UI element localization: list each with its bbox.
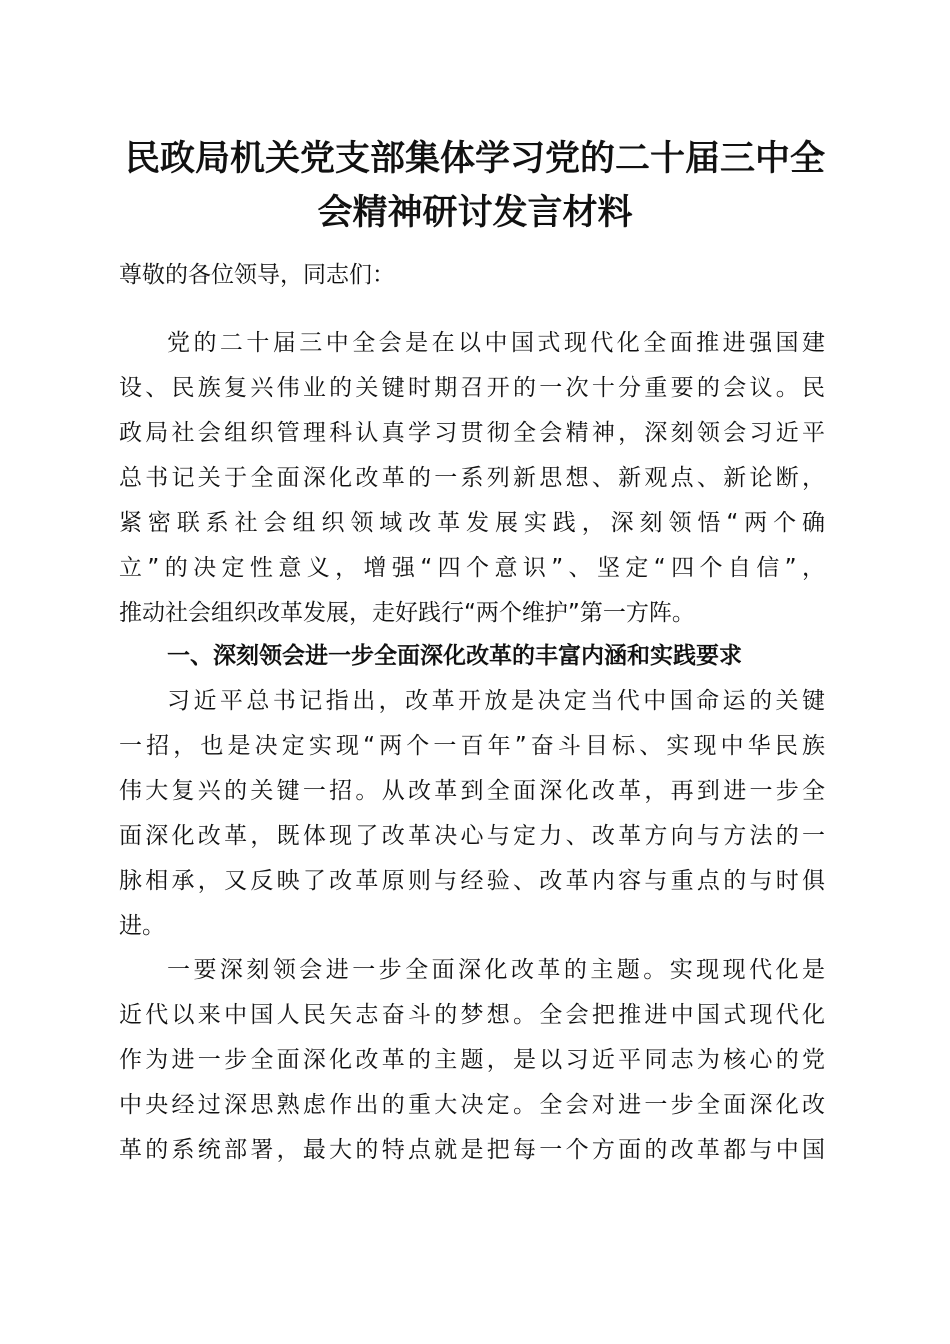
section-heading-1: 一、深刻领会进一步全面深化改革的丰富内涵和实践要求	[167, 643, 742, 669]
greeting	[119, 253, 825, 298]
paragraph-3-line: 一要深刻领会进一步全面深化改革的主题。实现现代化是	[167, 957, 825, 983]
paragraph-3-line: 中央经过深思熟虑作出的重大决定。全会对进一步全面深化改	[119, 1092, 825, 1118]
greeting-text: 尊敬的各位领导，同志们：	[119, 262, 395, 288]
paragraph-1-line: 紧密联系社会组织领域改革发展实践，深刻领悟“两个确	[119, 510, 825, 536]
paragraph-2-line: 伟大复兴的关键一招。从改革到全面深化改革，再到进一步全	[119, 778, 825, 804]
document-title	[110, 132, 840, 240]
title-line-2: 会精神研讨发言材料	[317, 192, 633, 233]
paragraph-3-line: 作为进一步全面深化改革的主题，是以习近平同志为核心的党	[119, 1047, 825, 1073]
title-line-1: 民政局机关党支部集体学习党的二十届三中全	[124, 138, 825, 179]
paragraph-2-line: 习近平总书记指出，改革开放是决定当代中国命运的关键	[167, 688, 825, 714]
paragraph-1-line: 政局社会组织管理科认真学习贯彻全会精神，深刻领会习近平	[119, 420, 825, 446]
paragraph-2-line: 脉相承，又反映了改革原则与经验、改革内容与重点的与时俱	[119, 868, 825, 894]
paragraph-2-line: 一招，也是决定实现“两个一百年”奋斗目标、实现中华民族	[119, 733, 825, 759]
paragraph-3	[119, 948, 825, 1173]
paragraph-1-line: 立”的决定性意义，增强“四个意识”、坚定“四个自信”，	[119, 555, 825, 581]
paragraph-1-line: 总书记关于全面深化改革的一系列新思想、新观点、新论断，	[119, 465, 825, 491]
paragraph-1-line: 推动社会组织改革发展，走好践行“两个维护”第一方阵。	[119, 600, 695, 626]
paragraph-3-line: 革的系统部署，最大的特点就是把每一个方面的改革都与中国	[119, 1137, 825, 1163]
paragraph-1-line: 党的二十届三中全会是在以中国式现代化全面推进强国建	[167, 330, 825, 356]
paragraph-1-line: 设、民族复兴伟业的关键时期召开的一次十分重要的会议。民	[119, 375, 825, 401]
paragraph-2-line: 进。	[119, 913, 165, 939]
paragraph-2	[119, 679, 825, 949]
paragraph-2-line: 面深化改革，既体现了改革决心与定力、改革方向与方法的一	[119, 823, 825, 849]
paragraph-3-line: 近代以来中国人民矢志奋斗的梦想。全会把推进中国式现代化	[119, 1002, 825, 1028]
paragraph-1	[119, 321, 825, 636]
